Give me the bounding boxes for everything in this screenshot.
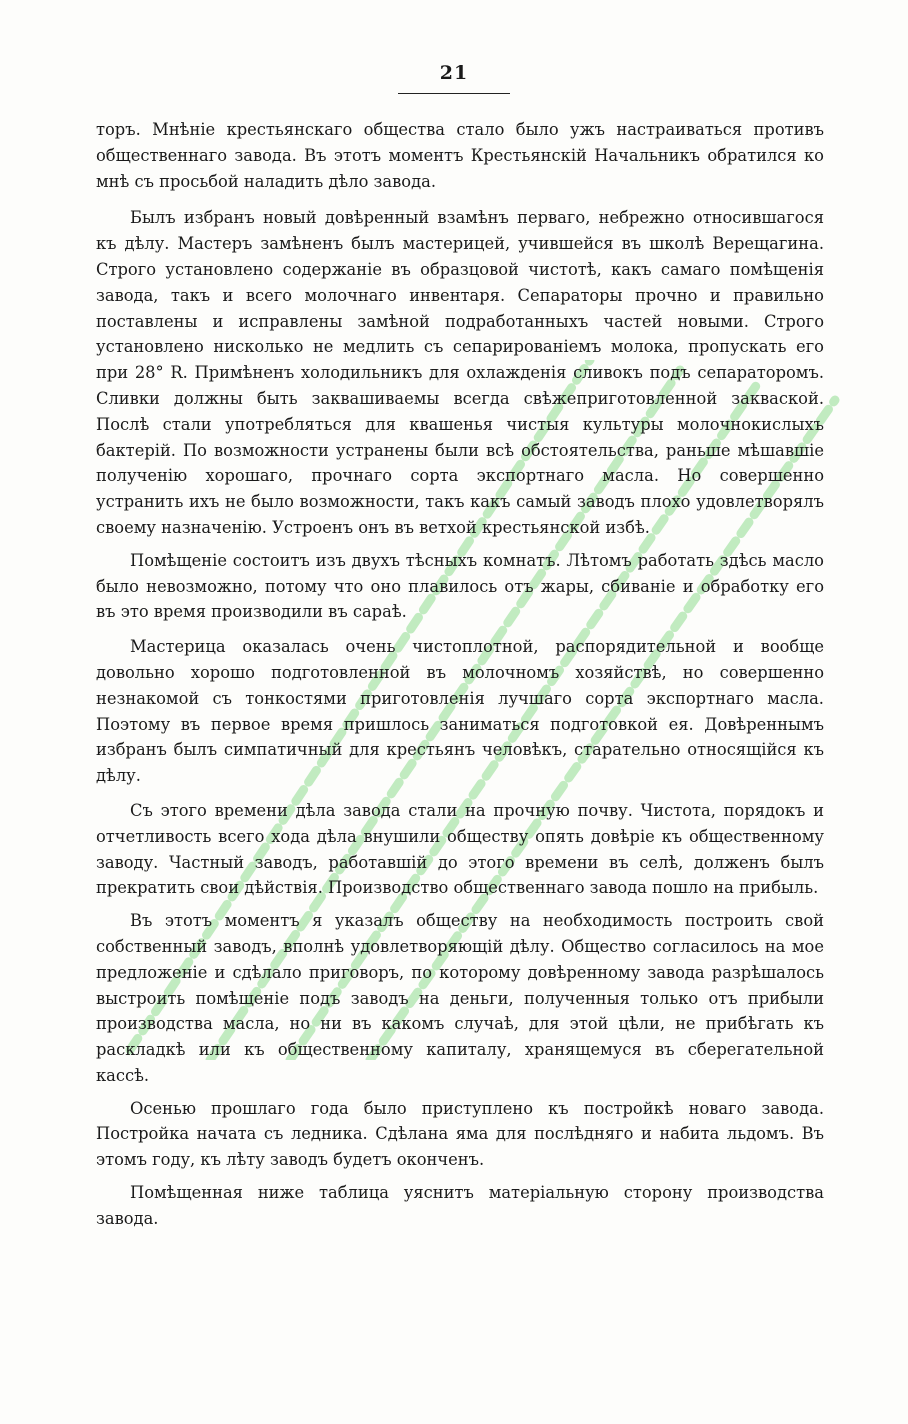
- paragraph-construction: Осенью прошлаго года было приступлено къ постройкѣ новаго завода. Постройка начата съ ледника. Сдѣлана яма для послѣдняго и набита льдомъ. Въ этомъ году, къ лѣту заводъ будетъ оконченъ.: [96, 1098, 824, 1170]
- paragraph-dairymaid: Мастерица оказалась очень чистоплотной, распорядительной и вообще довольно хорошо подготовленной въ молочномъ хозяйствѣ, но совершенно незнакомой съ тонкостями приготовленія лучшаго сорта экспортнаго масла. Поэтому въ первое время пришлось заниматься подготовкой ея. Довѣреннымъ избранъ былъ симпатичный для крестьянъ человѣкъ, старательно относящійся къ дѣлу.: [96, 637, 824, 786]
- paragraph-premises: Помѣщеніе состоитъ изъ двухъ тѣсныхъ комнатъ. Лѣтомъ работать здѣсь масло было невозможно, потому что оно плавилось отъ жары, сбиваніе и обработку его въ это время производили въ сараѣ.: [96, 550, 824, 622]
- body-text: [96, 117, 824, 1239]
- page-number-rule: [398, 93, 510, 94]
- paragraph-new-staff: Былъ избранъ новый довѣренный взамѣнъ перваго, небрежно относившагося къ дѣлу. Мастеръ замѣненъ былъ мастерицей, учившейся въ школѣ Верещагина. Строго установлено содержаніе въ образцовой чистотѣ, какъ самаго помѣщенія завода, такъ и всего молочнаго инвентаря. Сепараторы прочно и правильно поставлены и исправлены замѣной подработанныхъ частей новыми. Строго установлено нисколько не медлить съ сепарированіемъ молока, пропускать его при 28° R. Примѣненъ холодильникъ для охлажденія сливокъ подъ сепараторомъ. Сливки должны быть заквашиваемы всегда свѣжеприготовленной закваской. Послѣ стали употребляться для квашенья чистыя культуры молочнокислыхъ бактерій. По возможности устранены были всѣ обстоятельства, раньше мѣшавшіе полученію хорошаго, прочнаго сорта экспортнаго масла. Но совершенно устранить ихъ не было возможности, такъ какъ самый заводъ плохо удовлетворялъ своему назначенію. Устроенъ онъ въ ветхой крестьянской избѣ.: [96, 208, 824, 537]
- paragraph-continuation: торъ. Мнѣніе крестьянскаго общества стало было ужъ настраиваться противъ общественнаго завода. Въ этотъ моментъ Крестьянскій Начальникъ обратился ко мнѣ съ просьбой наладить дѣло завода.: [96, 120, 824, 191]
- page-number: 21: [439, 62, 469, 84]
- paragraph-table-intro: Помѣщенная ниже таблица уяснитъ матеріальную сторону производства завода.: [96, 1183, 824, 1228]
- paragraph-new-factory: Въ этотъ моментъ я указалъ обществу на необходимость построить свой собственный заводъ, вполнѣ удовлетворяющій дѣлу. Общество согласилось на мое предложеніе и сдѣлало приговоръ, по которому довѣренному завода разрѣшалось выстроить помѣщеніе подъ заводъ на деньги, полученныя только отъ прибыли производства масла, но ни въ какомъ случаѣ, для этой цѣли, не прибѣгать къ раскладкѣ или къ общественному капиталу, хранящемуся въ сберегательной кассѣ.: [96, 911, 824, 1085]
- paragraph-improvements: Съ этого времени дѣла завода стали на прочную почву. Чистота, порядокъ и отчетливость всего хода дѣла внушили обществу опять довѣріе къ общественному заводу. Частный заводъ, работавшій до этого времени въ селѣ, долженъ былъ прекратить свои дѣйствія. Производство общественнаго завода пошло на прибыль.: [96, 800, 824, 898]
